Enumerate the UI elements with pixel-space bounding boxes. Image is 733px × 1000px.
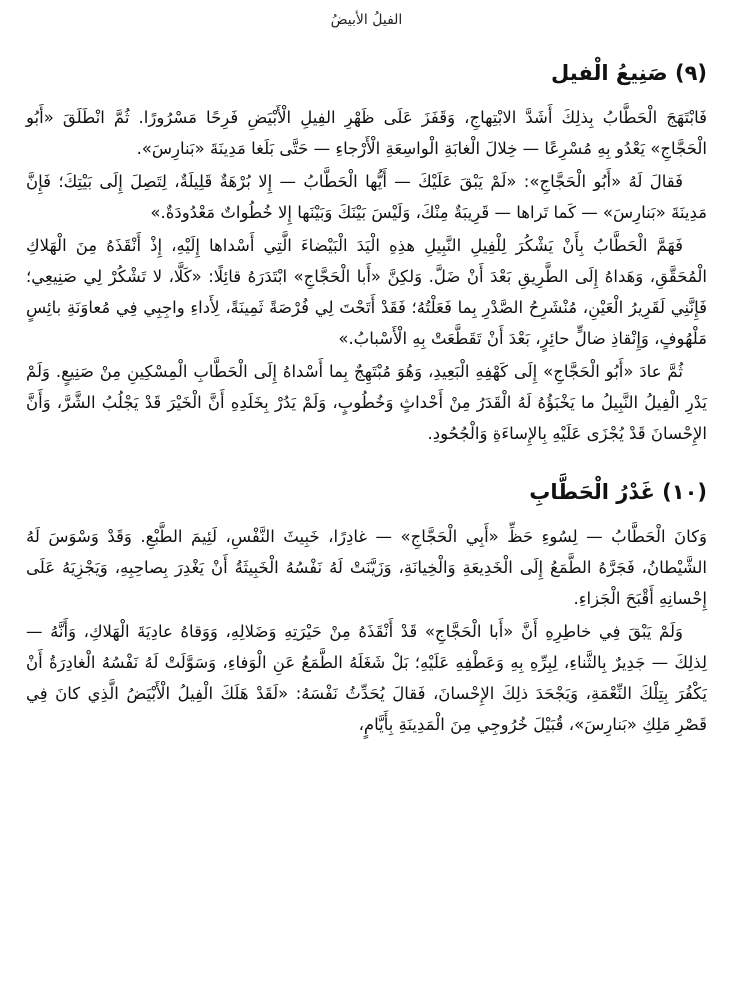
paragraph: وَكانَ الْحَطَّابُ — لِسُوءِ حَظِّ «أَبِي الْحَجَّاجِ» — غادِرًا، خَبِيثَ النَّفْسِ، لَئِيمَ الطَّبْعِ. وَقَدْ وَسْوَسَ لَهُ الشَّيْطانُ، فَجَرَّهُ الطَّمَعُ إِلَى الْخَدِيعَةِ وَالْخِيانَةِ، وَزَيَّنَتْ لَهُ نَفْسُهُ الْخَبِيثَةُ أَنْ يَغْدِرَ بِصاحِبِهِ، وَيَجْزِيَهُ عَلَى إِحْسانِهِ أَقْبَحَ الْجَزاءِ.: [26, 527, 707, 608]
paragraph: فَابْتَهَجَ الْحَطَّابُ بِذلِكَ أَشَدَّ الابْتِهاجِ، وَقَفَزَ عَلَى ظَهْرِ الفِيلِ الْأَبْيَضِ فَرِحًا مَسْرُورًا. ثُمَّ انْطَلَقَ «أَبُو الْحَجَّاجِ» يَعْدُو بِهِ مُسْرِعًا — خِلالَ الْغابَةِ الْواسِعَةِ الْأَرْجاءِ — حَتَّى بَلَغا مَدِينَةَ «بَنارِسَ».: [26, 108, 707, 158]
running-header: الفيلُ الأبيضُ: [330, 12, 403, 28]
paragraph: وَلَمْ يَبْقَ فِي خاطِرِهِ أَنَّ «أَبا الْحَجَّاجِ» قَدْ أَنْقَذَهُ مِنْ حَيْرَتِهِ وَضَلالِهِ، وَوَقاهُ عادِيَةَ الْهَلاكِ، وَأَنَّهُ — لِذلِكَ — جَدِيرٌ بِالثَّناءِ، لِبِرِّهِ بِهِ وَعَطْفِهِ عَلَيْهِ؛ بَلْ شَغَلَهُ الطَّمَعُ عَنِ الْوَفاءِ، وَسَوَّلَتْ لَهُ نَفْسُهُ الْغادِرَةُ أَنْ يَكْفُرَ بِتِلْكَ النِّعْمَةِ، وَيَجْحَدَ ذلِكَ الإِحْسانَ، فَقالَ يُحَدِّثُ نَفْسَهُ: «لَقَدْ هَلَكَ الْفِيلُ الْأَبْيَضُ الَّذِي كانَ فِي قَصْرِ مَلِكِ «بَنارِسَ»، قُبَيْلَ خُرُوجِي مِنَ الْمَدِينَةِ بِأَيَّامٍ،: [26, 622, 707, 734]
chapter-title-10: (١٠) غَدْرُ الْحَطَّابِ: [529, 480, 707, 504]
page-body: [26, 56, 707, 742]
chapter-title-9: (٩) صَنِيعُ الْفيل: [551, 61, 707, 85]
paragraph: فَهَمَّ الْحَطَّابُ بِأَنْ يَشْكُرَ لِلْفِيلِ النَّبِيلِ هذِهِ الْيَدَ الْبَيْضاءَ الَّتِي أَسْداها إِلَيْهِ، إِذْ أَنْقَذَهُ مِنَ الْهَلاكِ الْمُحَقَّقِ، وَهَداهُ إِلَى الطَّرِيقِ بَعْدَ أَنْ ضَلَّ. وَلكِنَّ «أَبا الْحَجَّاجِ» ابْتَدَرَهُ قائِلًا: «كَلَّا، لا تَشْكُرْ لِي صَنِيعِي؛ فَإِنَّنِي لَقَرِيرُ الْعَيْنِ، مُنْشَرِحُ الصَّدْرِ بِما فَعَلْتُهُ؛ فَقَدْ أَتَحْتَ لِي فُرْصَةً ثَمِينَةً، لِأَداءِ واجِبِي فِي مُعاوَنَةِ بائِسٍ مَلْهُوفٍ، وَإِنْقاذِ ضالٍّ حائِرٍ، بَعْدَ أَنْ تَقَطَّعَتْ بِهِ الْأَسْبابُ.»: [26, 236, 707, 348]
paragraph: فَقالَ لَهُ «أَبُو الْحَجَّاجِ»: «لَمْ يَبْقَ عَلَيْكَ — أَيُّها الْحَطَّابُ — إِلا بُرْهَةٌ قَلِيلَةٌ، لِتَصِلَ إِلَى بَيْتِكَ؛ فَإِنَّ مَدِينَةَ «بَنارِسَ» — كَما تَراها — قَرِيبَةٌ مِنْكَ، وَلَيْسَ بَيْنَكَ وَبَيْنَها إِلا خُطُواتٌ مَعْدُودَةٌ.»: [26, 172, 707, 222]
paragraph: ثُمَّ عادَ «أَبُو الْحَجَّاجِ» إِلَى كَهْفِهِ الْبَعِيدِ، وَهُوَ مُبْتَهِجٌ بِما أَسْداهُ إِلَى الْحَطَّابِ الْمِسْكِينِ مِنْ صَنِيعٍ. وَلَمْ يَدْرِ الْفِيلُ النَّبِيلُ ما يَخْبَؤُهُ لَهُ الْقَدَرُ مِنْ أَحْداثٍ وَخُطُوبٍ، وَلَمْ يَدُرْ بِخَلَدِهِ أَنَّ الْخَيْرَ قَدْ يَجْلُبُ الشَّرَّ، وَأَنَّ الإِحْسانَ قَدْ يُجْزَى عَلَيْهِ بِالإِساءَةِ وَالْجُحُودِ.: [26, 362, 707, 443]
